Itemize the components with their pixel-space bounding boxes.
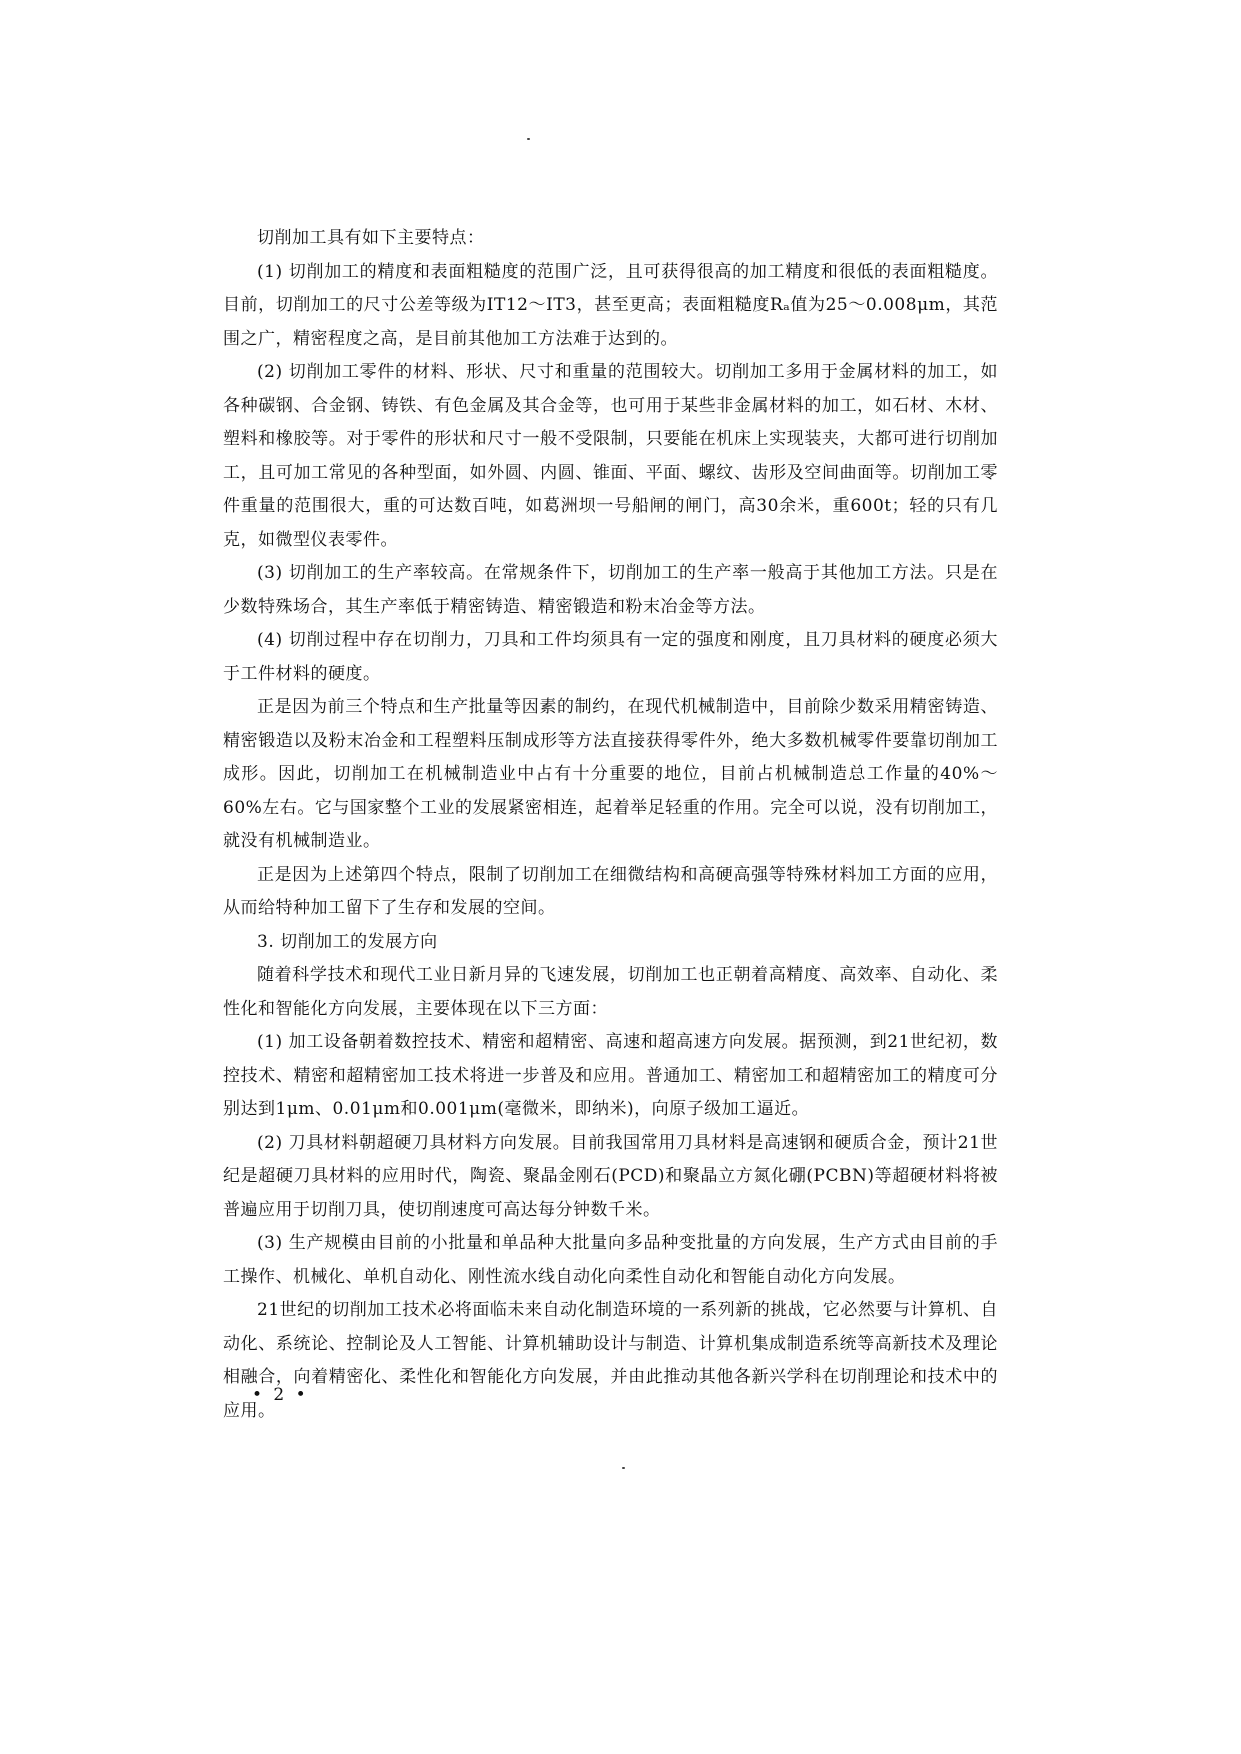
page-number: • 2 • — [252, 1385, 309, 1405]
summary-paragraph-2: 正是因为上述第四个特点，限制了切削加工在细微结构和高硬高强等特殊材料加工方面的应用，从而给特种加工留下了生存和发展的空间。 — [223, 864, 998, 918]
scan-speck — [527, 138, 530, 140]
intro-paragraph: 切削加工具有如下主要特点： — [257, 228, 485, 248]
feature-paragraph-3: (3) 切削加工的生产率较高。在常规条件下，切削加工的生产率一般高于其他加工方法。只是在少数特殊场合，其生产率低于精密铸造、精密锻造和粉末冶金等方法。 — [223, 563, 998, 617]
feature-paragraph-2: (2) 切削加工零件的材料、形状、尺寸和重量的范围较大。切削加工多用于金属材料的加工，如各种碳钢、合金钢、铸铁、有色金属及其合金等，也可用于某些非金属材料的加工，如石材、木材、塑料和橡胶等。对于零件的形状和尺寸一般不受限制，只要能在机床上实现装夹，大都可进行切削加工，且可加工常见的各种型面，如外圆、内圆、锥面、平面、螺纹、齿形及空间曲面等。切削加工零件重量的范围很大，重的可达数百吨，如葛洲坝一号船闸的闸门，高30余米，重600t；轻的只有几克，如微型仪表零件。 — [223, 362, 998, 550]
trend-paragraph-1: (1) 加工设备朝着数控技术、精密和超精密、高速和超高速方向发展。据预测，到21世纪初，数控技术、精密和超精密加工技术将进一步普及和应用。普通加工、精密加工和超精密加工的精度可分别达到1μm、0.01μm和0.001μm(毫微米，即纳米)，向原子级加工逼近。 — [223, 1032, 998, 1119]
feature-paragraph-4: (4) 切削过程中存在切削力，刀具和工件均须具有一定的强度和刚度，且刀具材料的硬度必须大于工件材料的硬度。 — [223, 630, 998, 684]
conclusion-paragraph: 21世纪的切削加工技术必将面临未来自动化制造环境的一系列新的挑战，它必然要与计算机、自动化、系统论、控制论及人工智能、计算机辅助设计与制造、计算机集成制造系统等高新技术及理论相融合，向着精密化、柔性化和智能化方向发展，并由此推动其他各新兴学科在切削理论和技术中的应用。 — [223, 1300, 998, 1421]
scan-speck — [622, 1467, 625, 1469]
section-heading: 3. 切削加工的发展方向 — [257, 931, 438, 952]
trend-paragraph-2: (2) 刀具材料朝超硬刀具材料方向发展。目前我国常用刀具材料是高速钢和硬质合金，预计21世纪是超硬刀具材料的应用时代，陶瓷、聚晶金刚石(PCD)和聚晶立方氮化硼(PCBN)等超硬材料将被普遍应用于切削刀具，使切削速度可高达每分钟数千米。 — [223, 1132, 998, 1220]
page-body — [223, 222, 998, 1428]
section-intro-paragraph: 随着科学技术和现代工业日新月异的飞速发展，切削加工也正朝着高精度、高效率、自动化、柔性化和智能化方向发展，主要体现在以下三方面： — [223, 965, 998, 1019]
trend-paragraph-3: (3) 生产规模由目前的小批量和单品种大批量向多品种变批量的方向发展，生产方式由目前的手工操作、机械化、单机自动化、刚性流水线自动化向柔性自动化和智能自动化方向发展。 — [223, 1233, 998, 1287]
summary-paragraph-1: 正是因为前三个特点和生产批量等因素的制约，在现代机械制造中，目前除少数采用精密铸造、精密锻造以及粉末冶金和工程塑料压制成形等方法直接获得零件外，绝大多数机械零件要靠切削加工成形。因此，切削加工在机械制造业中占有十分重要的地位，目前占机械制造总工作量的40%～60%左右。它与国家整个工业的发展紧密相连，起着举足轻重的作用。完全可以说，没有切削加工，就没有机械制造业。 — [223, 697, 998, 851]
feature-paragraph-1: (1) 切削加工的精度和表面粗糙度的范围广泛，且可获得很高的加工精度和很低的表面粗糙度。目前，切削加工的尺寸公差等级为IT12～IT3，甚至更高；表面粗糙度Rₐ值为25～0.008μm，其范围之广，精密程度之高，是目前其他加工方法难于达到的。 — [223, 261, 998, 349]
